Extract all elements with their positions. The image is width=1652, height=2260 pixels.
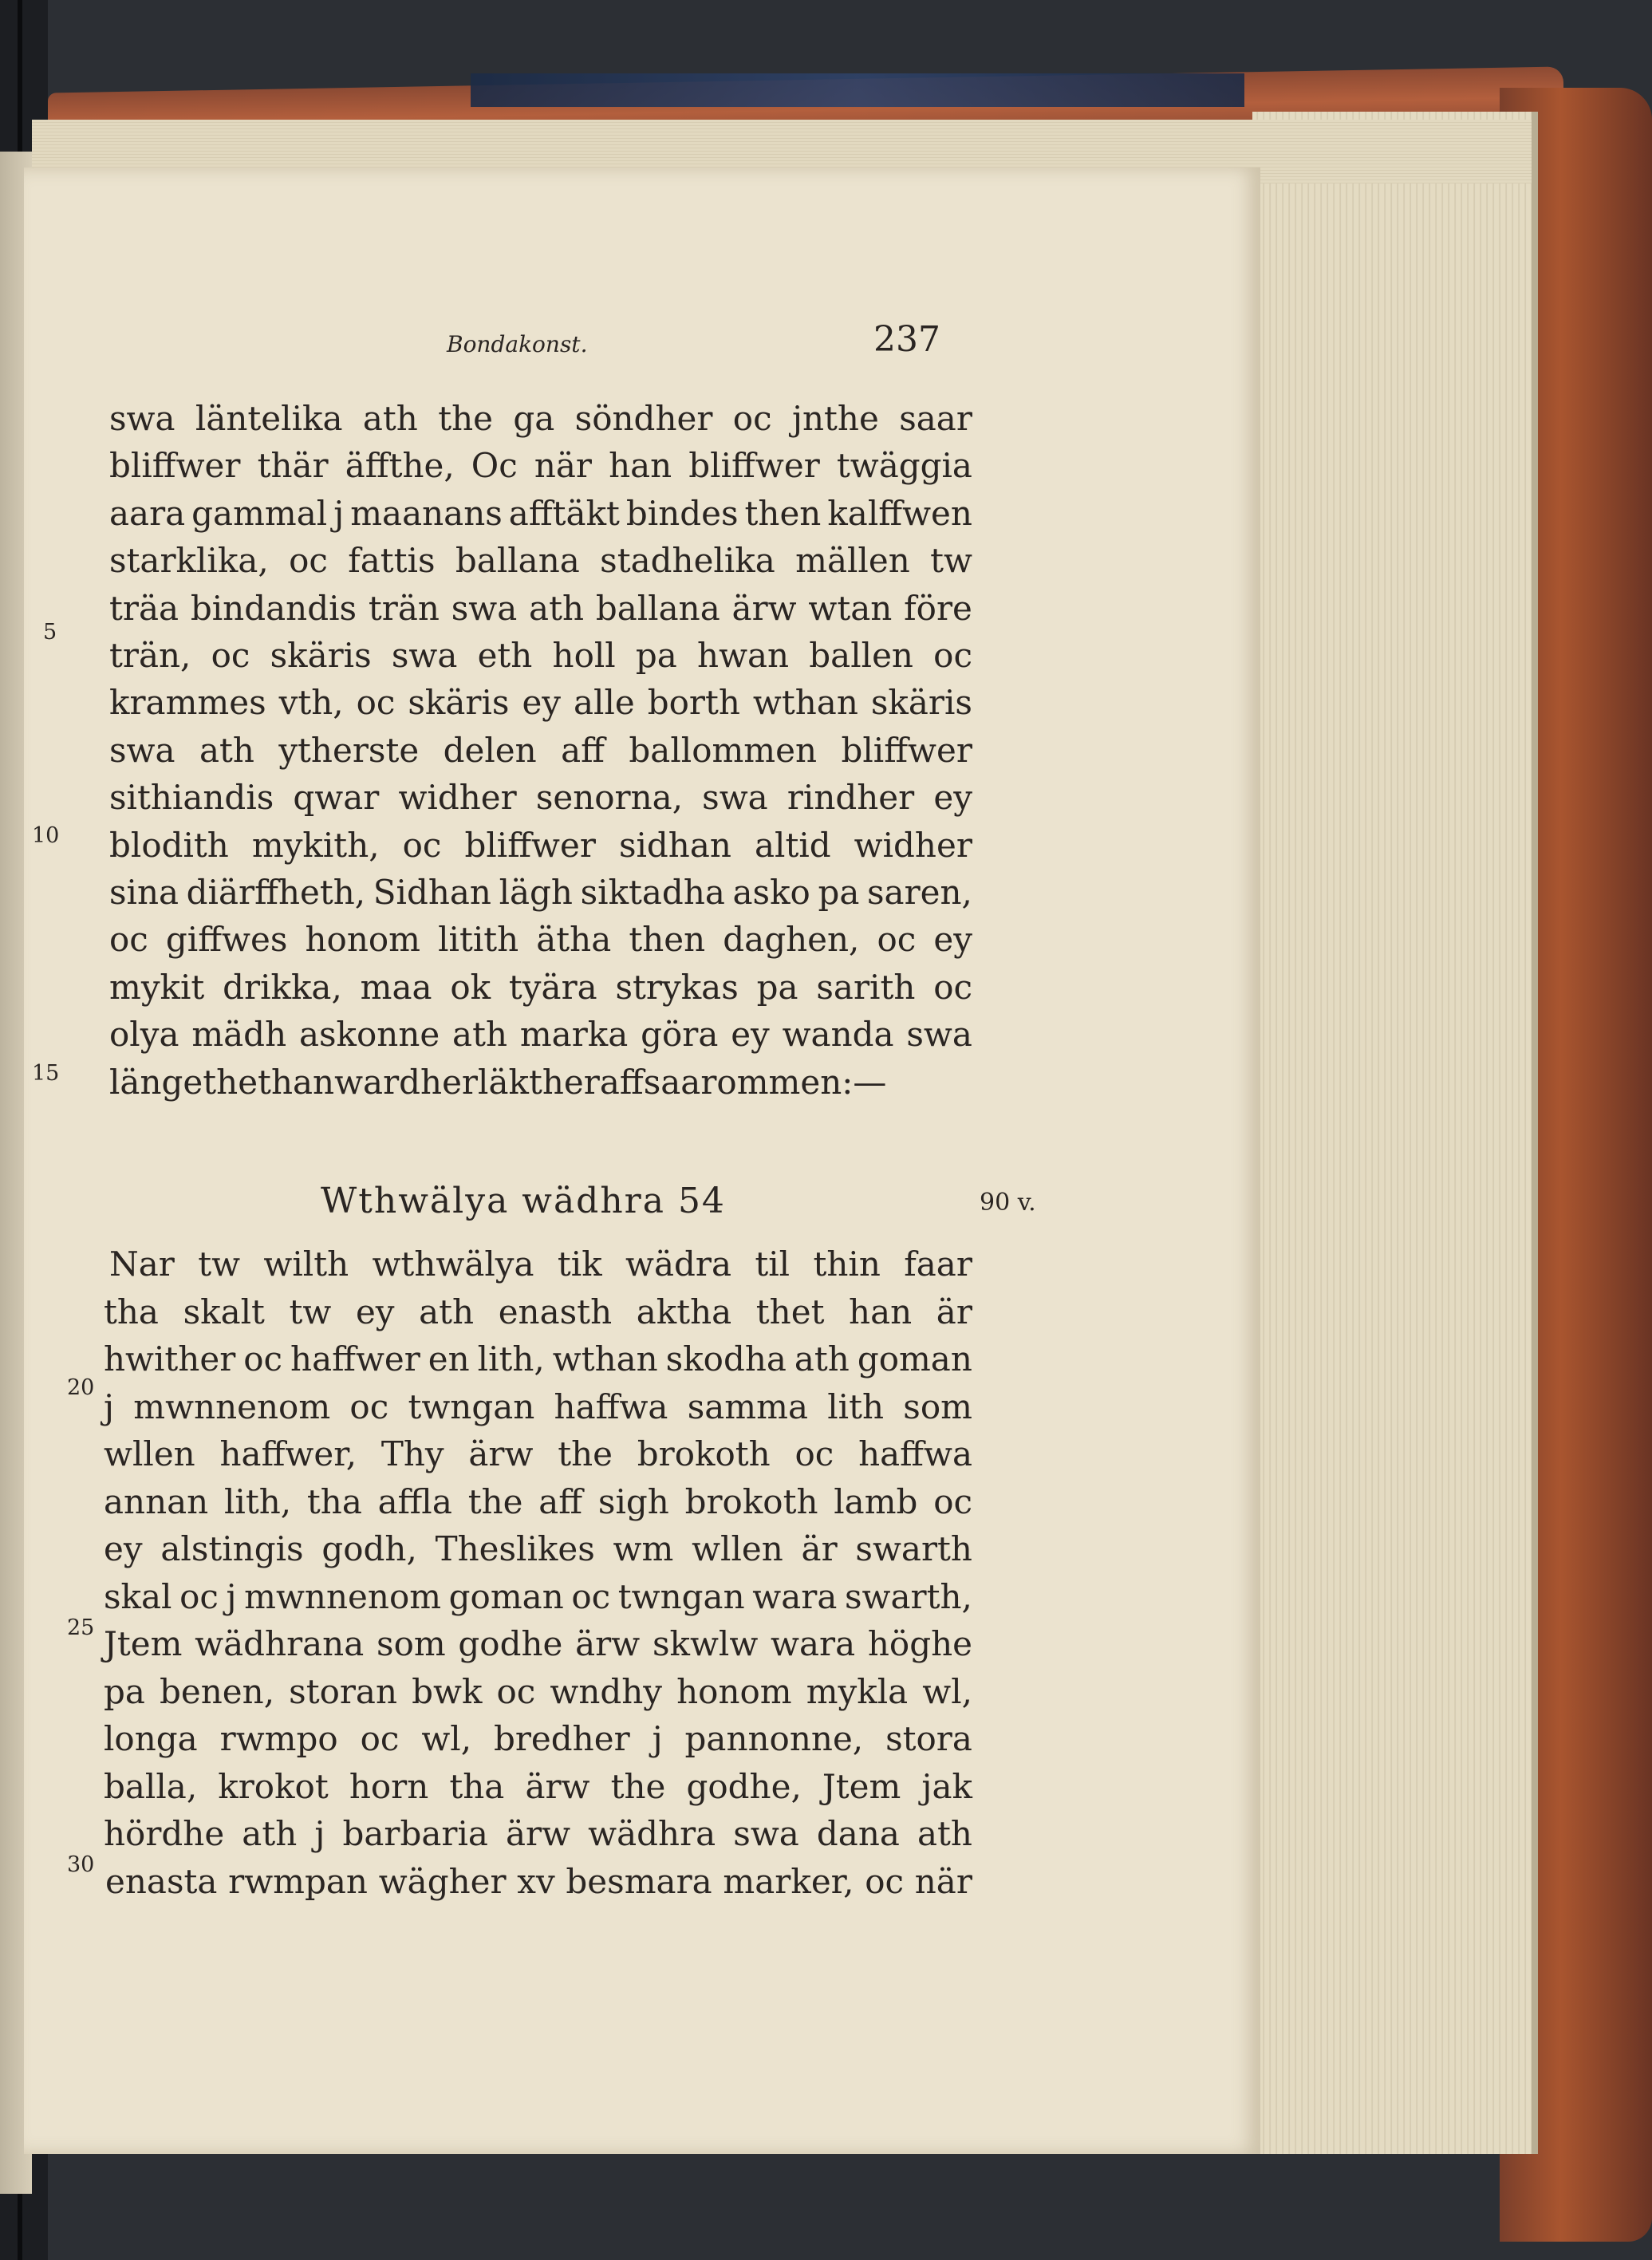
text-line: enasta rwmpan wägher xv besmara marker, oc när <box>105 1861 972 1901</box>
page-stack-edge <box>1252 112 1538 2154</box>
binding-cloth-strip <box>471 73 1244 107</box>
text-line: pa benen, storan bwk oc wndhy honom mykla wl, <box>104 1671 972 1711</box>
text-line: oc giffwes honom litith ätha then daghen, oc ey <box>109 920 972 960</box>
text-line: Nar tw wilth wthwälya tik wädra til thin faar <box>109 1244 972 1284</box>
text-line: sina diärffheth, Sidhan lägh siktadha asko pa saren, <box>109 873 972 912</box>
line-number: 30 <box>67 1852 95 1877</box>
line-number: 5 <box>43 620 57 645</box>
text-line: tha skalt tw ey ath enasth aktha thet han är <box>104 1292 972 1331</box>
text-line: krammes vth, oc skäris ey alle borth wthan skäris <box>109 683 972 723</box>
text-line: mykit drikka, maa ok tyära strykas pa sarith oc <box>109 967 972 1007</box>
margin-note: 90 v. <box>980 1189 1036 1217</box>
text-line: annan lith, tha affla the aff sigh brokoth lamb oc <box>104 1481 972 1521</box>
line-number: 15 <box>32 1061 60 1086</box>
text-line: sithiandis qwar widher senorna, swa rindher ey <box>109 778 972 818</box>
text-line: ey alstingis godh, Theslikes wm wllen är swarth <box>104 1529 972 1568</box>
text-line: j mwnnenom oc twngan haffwa samma lith som <box>104 1386 972 1426</box>
text-line: wllen haffwer, Thy ärw the brokoth oc haffwa <box>104 1434 972 1473</box>
text-line: swa ath ytherste delen aff ballommen bliffwer <box>109 730 972 770</box>
line-number: 25 <box>67 1615 95 1640</box>
text-line: starklika, oc fattis ballana stadhelika mällen tw <box>109 541 972 581</box>
text-line: balla, krokot horn tha ärw the godhe, Jtem jak <box>104 1766 972 1806</box>
text-line: longa rwmpo oc wl, bredher j pannonne, stora <box>104 1719 972 1758</box>
text-line: trän, oc skäris swa eth holl pa hwan ballen oc <box>109 636 972 675</box>
text-line: bliffwer thär äffthe, Oc när han bliffwer twäggia <box>109 446 972 486</box>
text-line: Jtem wädhrana som godhe ärw skwlw wara höghe <box>104 1624 972 1663</box>
text-line: träa bindandis trän swa ath ballana ärw wtan före <box>109 588 972 628</box>
text-line: aara gammal j maanans afftäkt bindes then kalffwen <box>109 493 972 533</box>
section-heading: Wthwälya wädhra 54 <box>321 1181 726 1221</box>
text-line: skal oc j mwnnenom goman oc twngan wara swarth, <box>104 1576 972 1616</box>
text-line: swa läntelika ath the ga söndher oc jnthe saar <box>109 399 972 438</box>
running-title: Bondakonst. <box>447 331 588 357</box>
line-number: 20 <box>67 1375 95 1400</box>
line-number: 10 <box>32 823 60 848</box>
text-line: hwither oc haffwer en lith, wthan skodha ath goman <box>104 1339 972 1378</box>
text-line: längethethanwardherläktheraffsaarommen:— <box>109 1062 887 1102</box>
text-line: olya mädh askonne ath marka göra ey wanda swa <box>109 1015 972 1055</box>
text-line: hördhe ath j barbaria ärw wädhra swa dana ath <box>104 1814 972 1853</box>
text-line: blodith mykith, oc bliffwer sidhan altid widher <box>109 825 972 865</box>
page-number: 237 <box>873 319 940 360</box>
